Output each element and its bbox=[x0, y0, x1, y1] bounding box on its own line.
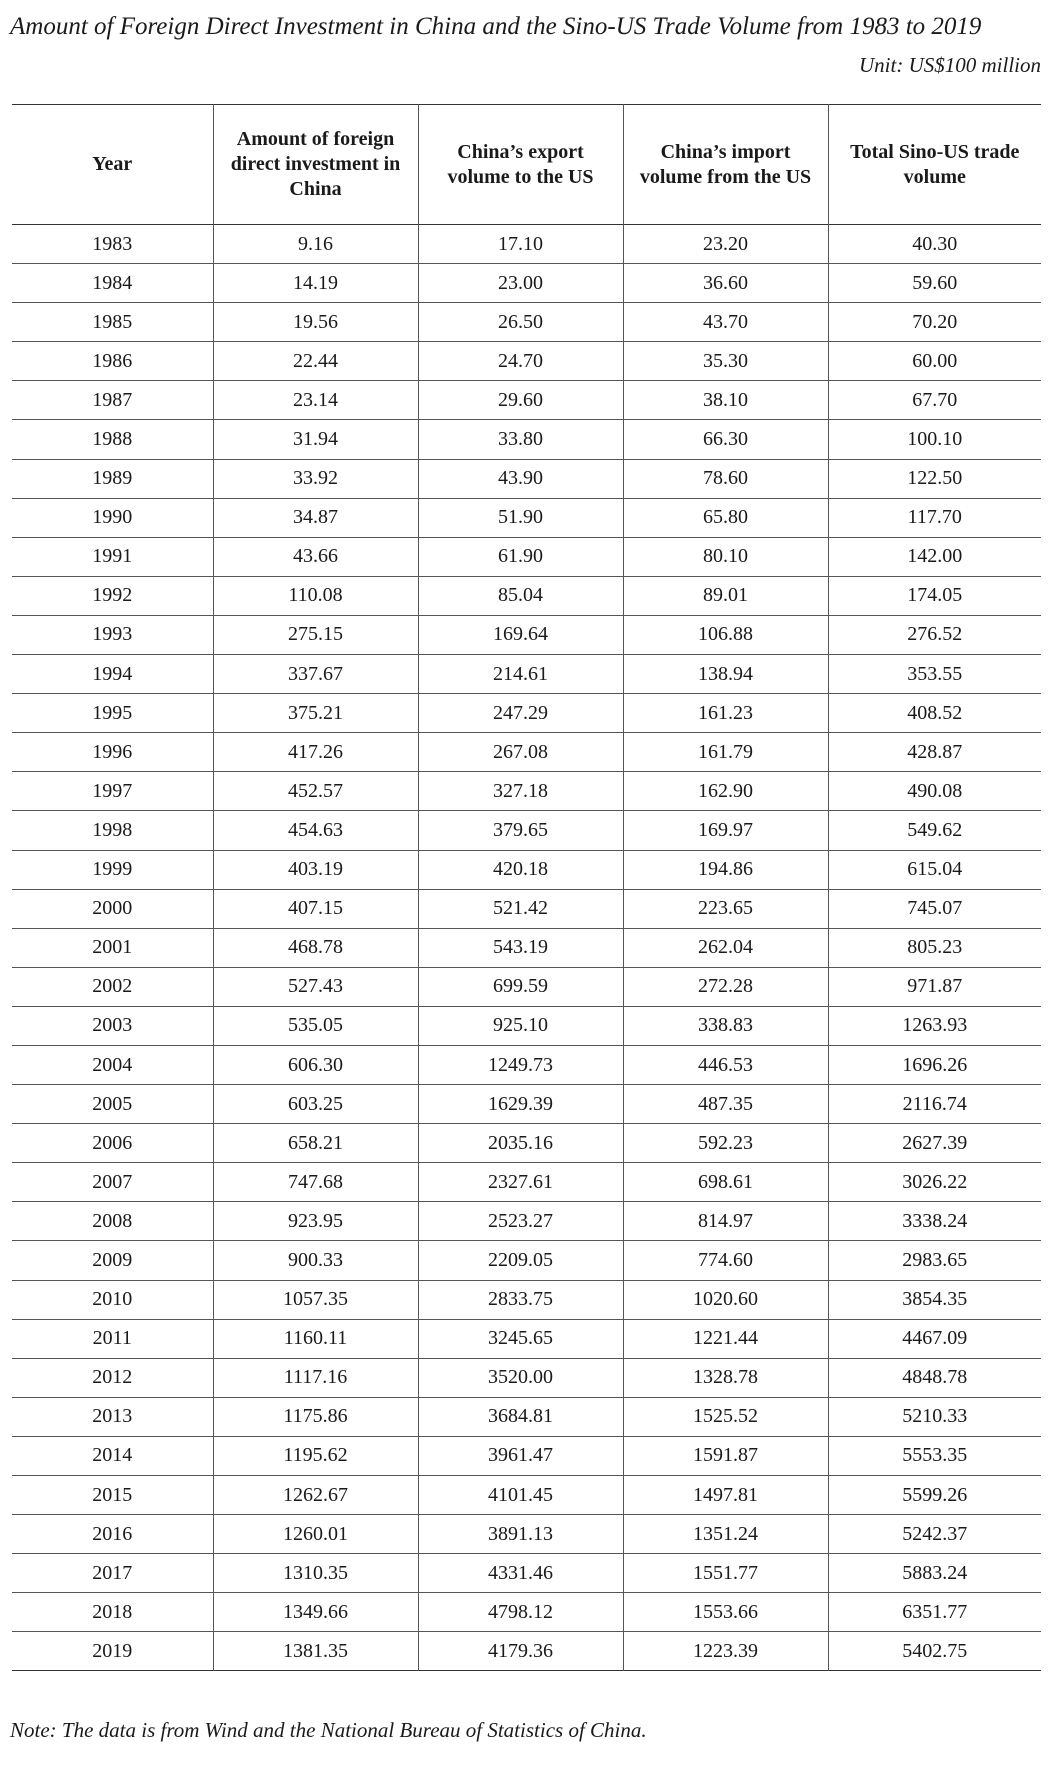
cell-fdi: 454.63 bbox=[213, 811, 418, 850]
table-row bbox=[12, 1515, 1041, 1554]
cell-fdi: 31.94 bbox=[213, 420, 418, 459]
cell-year: 1999 bbox=[92, 858, 133, 881]
cell-total: 59.60 bbox=[828, 264, 1041, 303]
cell-fdi: 1195.62 bbox=[213, 1436, 418, 1475]
cell-export: 699.59 bbox=[418, 967, 623, 1006]
cell-year: 2019 bbox=[92, 1639, 133, 1662]
cell-import: 66.30 bbox=[623, 420, 828, 459]
cell-fdi: 527.43 bbox=[213, 967, 418, 1006]
cell-year: 2000 bbox=[92, 897, 133, 920]
cell-total: 70.20 bbox=[828, 303, 1041, 342]
cell-export: 3245.65 bbox=[418, 1319, 623, 1358]
cell-total: 5210.33 bbox=[828, 1397, 1041, 1436]
cell-total: 408.52 bbox=[828, 694, 1041, 733]
cell-import: 487.35 bbox=[623, 1085, 828, 1124]
cell-import: 1221.44 bbox=[623, 1319, 828, 1358]
cell-year: 2017 bbox=[92, 1561, 133, 1584]
cell-total: 5242.37 bbox=[828, 1515, 1041, 1554]
cell-fdi: 9.16 bbox=[213, 225, 418, 264]
cell-fdi: 403.19 bbox=[213, 850, 418, 889]
column-header-year: Year bbox=[92, 153, 133, 175]
table-row bbox=[12, 1554, 1041, 1593]
cell-import: 35.30 bbox=[623, 342, 828, 381]
cell-export: 3961.47 bbox=[418, 1436, 623, 1475]
cell-year: 1989 bbox=[92, 467, 133, 490]
cell-fdi: 452.57 bbox=[213, 772, 418, 811]
cell-total: 1696.26 bbox=[828, 1045, 1041, 1084]
cell-fdi: 1260.01 bbox=[213, 1515, 418, 1554]
column-header-import: China’s import volume from the US bbox=[623, 105, 828, 225]
cell-year: 1985 bbox=[92, 310, 133, 333]
cell-import: 138.94 bbox=[623, 655, 828, 694]
cell-export: 23.00 bbox=[418, 264, 623, 303]
cell-import: 223.65 bbox=[623, 889, 828, 928]
header-row bbox=[12, 105, 1041, 225]
cell-fdi: 407.15 bbox=[213, 889, 418, 928]
cell-total: 3854.35 bbox=[828, 1280, 1041, 1319]
cell-year: 2015 bbox=[92, 1483, 133, 1506]
source-note: Note: The data is from Wind and the National Bureau of Statistics of China. bbox=[10, 1718, 647, 1742]
cell-import: 1328.78 bbox=[623, 1358, 828, 1397]
cell-export: 925.10 bbox=[418, 1006, 623, 1045]
cell-year: 2007 bbox=[92, 1170, 133, 1193]
cell-total: 2627.39 bbox=[828, 1124, 1041, 1163]
cell-year: 1983 bbox=[92, 232, 133, 255]
cell-fdi: 606.30 bbox=[213, 1045, 418, 1084]
cell-total: 3026.22 bbox=[828, 1163, 1041, 1202]
cell-fdi: 1262.67 bbox=[213, 1476, 418, 1515]
cell-export: 24.70 bbox=[418, 342, 623, 381]
column-header-total: Total Sino-US trade volume bbox=[828, 105, 1041, 225]
cell-total: 3338.24 bbox=[828, 1202, 1041, 1241]
cell-year: 2004 bbox=[92, 1053, 133, 1076]
cell-export: 379.65 bbox=[418, 811, 623, 850]
cell-export: 247.29 bbox=[418, 694, 623, 733]
cell-total: 6351.77 bbox=[828, 1593, 1041, 1632]
table-row bbox=[12, 1124, 1041, 1163]
cell-total: 1263.93 bbox=[828, 1006, 1041, 1045]
cell-total: 615.04 bbox=[828, 850, 1041, 889]
cell-fdi: 468.78 bbox=[213, 928, 418, 967]
table-row bbox=[12, 303, 1041, 342]
data-table bbox=[12, 104, 1041, 1671]
cell-year: 1993 bbox=[92, 623, 133, 646]
table-row bbox=[12, 498, 1041, 537]
cell-export: 4101.45 bbox=[418, 1476, 623, 1515]
cell-import: 592.23 bbox=[623, 1124, 828, 1163]
cell-fdi: 1175.86 bbox=[213, 1397, 418, 1436]
cell-export: 420.18 bbox=[418, 850, 623, 889]
table-row bbox=[12, 1163, 1041, 1202]
table-title: Amount of Foreign Direct Investment in China and the Sino-US Trade Volume from 1983 to 2019 bbox=[10, 13, 982, 40]
cell-fdi: 275.15 bbox=[213, 615, 418, 654]
cell-year: 2001 bbox=[92, 936, 133, 959]
cell-total: 971.87 bbox=[828, 967, 1041, 1006]
cell-export: 3520.00 bbox=[418, 1358, 623, 1397]
cell-export: 521.42 bbox=[418, 889, 623, 928]
cell-year: 2014 bbox=[92, 1444, 133, 1467]
cell-year: 1984 bbox=[92, 271, 133, 294]
cell-export: 4179.36 bbox=[418, 1632, 623, 1671]
cell-year: 2005 bbox=[92, 1092, 133, 1115]
cell-year: 2009 bbox=[92, 1248, 133, 1271]
cell-fdi: 43.66 bbox=[213, 537, 418, 576]
table-row bbox=[12, 615, 1041, 654]
cell-import: 80.10 bbox=[623, 537, 828, 576]
cell-export: 2833.75 bbox=[418, 1280, 623, 1319]
cell-total: 67.70 bbox=[828, 381, 1041, 420]
cell-export: 543.19 bbox=[418, 928, 623, 967]
cell-export: 2209.05 bbox=[418, 1241, 623, 1280]
cell-year: 2010 bbox=[92, 1288, 133, 1311]
cell-year: 2002 bbox=[92, 975, 133, 998]
cell-fdi: 603.25 bbox=[213, 1085, 418, 1124]
cell-export: 214.61 bbox=[418, 655, 623, 694]
cell-total: 60.00 bbox=[828, 342, 1041, 381]
table-row bbox=[12, 928, 1041, 967]
table-row bbox=[12, 420, 1041, 459]
cell-import: 272.28 bbox=[623, 967, 828, 1006]
cell-total: 549.62 bbox=[828, 811, 1041, 850]
cell-total: 490.08 bbox=[828, 772, 1041, 811]
cell-total: 117.70 bbox=[828, 498, 1041, 537]
table-row bbox=[12, 655, 1041, 694]
table-row bbox=[12, 225, 1041, 264]
cell-fdi: 33.92 bbox=[213, 459, 418, 498]
cell-total: 122.50 bbox=[828, 459, 1041, 498]
cell-fdi: 23.14 bbox=[213, 381, 418, 420]
cell-year: 1994 bbox=[92, 662, 133, 685]
cell-export: 1629.39 bbox=[418, 1085, 623, 1124]
cell-fdi: 337.67 bbox=[213, 655, 418, 694]
cell-total: 4848.78 bbox=[828, 1358, 1041, 1397]
cell-export: 2523.27 bbox=[418, 1202, 623, 1241]
cell-export: 4798.12 bbox=[418, 1593, 623, 1632]
table-body bbox=[12, 225, 1041, 1671]
cell-export: 17.10 bbox=[418, 225, 623, 264]
cell-fdi: 375.21 bbox=[213, 694, 418, 733]
table-row bbox=[12, 889, 1041, 928]
cell-year: 2016 bbox=[92, 1522, 133, 1545]
cell-fdi: 923.95 bbox=[213, 1202, 418, 1241]
cell-year: 1998 bbox=[92, 818, 133, 841]
cell-import: 1020.60 bbox=[623, 1280, 828, 1319]
cell-import: 1591.87 bbox=[623, 1436, 828, 1475]
table-row bbox=[12, 1045, 1041, 1084]
cell-import: 65.80 bbox=[623, 498, 828, 537]
cell-total: 4467.09 bbox=[828, 1319, 1041, 1358]
cell-total: 5883.24 bbox=[828, 1554, 1041, 1593]
cell-export: 3891.13 bbox=[418, 1515, 623, 1554]
cell-year: 1995 bbox=[92, 701, 133, 724]
cell-export: 327.18 bbox=[418, 772, 623, 811]
cell-total: 745.07 bbox=[828, 889, 1041, 928]
cell-import: 1553.66 bbox=[623, 1593, 828, 1632]
table-row bbox=[12, 1319, 1041, 1358]
cell-export: 2327.61 bbox=[418, 1163, 623, 1202]
cell-import: 78.60 bbox=[623, 459, 828, 498]
cell-fdi: 1310.35 bbox=[213, 1554, 418, 1593]
table-row bbox=[12, 576, 1041, 615]
table-row bbox=[12, 811, 1041, 850]
cell-year: 1997 bbox=[92, 779, 133, 802]
cell-fdi: 1117.16 bbox=[213, 1358, 418, 1397]
table-row bbox=[12, 342, 1041, 381]
cell-total: 5599.26 bbox=[828, 1476, 1041, 1515]
cell-year: 1988 bbox=[92, 428, 133, 451]
cell-total: 276.52 bbox=[828, 615, 1041, 654]
cell-total: 142.00 bbox=[828, 537, 1041, 576]
cell-total: 5553.35 bbox=[828, 1436, 1041, 1475]
cell-year: 2006 bbox=[92, 1131, 133, 1154]
cell-fdi: 1381.35 bbox=[213, 1632, 418, 1671]
cell-import: 89.01 bbox=[623, 576, 828, 615]
table-row bbox=[12, 850, 1041, 889]
cell-total: 5402.75 bbox=[828, 1632, 1041, 1671]
cell-year: 2003 bbox=[92, 1014, 133, 1037]
cell-export: 3684.81 bbox=[418, 1397, 623, 1436]
cell-import: 1525.52 bbox=[623, 1397, 828, 1436]
cell-import: 1497.81 bbox=[623, 1476, 828, 1515]
cell-export: 85.04 bbox=[418, 576, 623, 615]
cell-year: 2011 bbox=[92, 1327, 132, 1350]
column-header-fdi: Amount of foreign direct investment in China bbox=[213, 105, 418, 225]
cell-fdi: 22.44 bbox=[213, 342, 418, 381]
cell-import: 698.61 bbox=[623, 1163, 828, 1202]
cell-export: 169.64 bbox=[418, 615, 623, 654]
table-row bbox=[12, 537, 1041, 576]
table-row bbox=[12, 1085, 1041, 1124]
cell-year: 1987 bbox=[92, 388, 133, 411]
cell-year: 1996 bbox=[92, 740, 133, 763]
cell-import: 814.97 bbox=[623, 1202, 828, 1241]
table-row bbox=[12, 1397, 1041, 1436]
cell-year: 1986 bbox=[92, 349, 133, 372]
cell-import: 23.20 bbox=[623, 225, 828, 264]
cell-export: 267.08 bbox=[418, 733, 623, 772]
cell-fdi: 19.56 bbox=[213, 303, 418, 342]
cell-fdi: 900.33 bbox=[213, 1241, 418, 1280]
cell-import: 446.53 bbox=[623, 1045, 828, 1084]
cell-export: 26.50 bbox=[418, 303, 623, 342]
cell-fdi: 1160.11 bbox=[213, 1319, 418, 1358]
cell-fdi: 1349.66 bbox=[213, 1593, 418, 1632]
cell-import: 262.04 bbox=[623, 928, 828, 967]
table-row bbox=[12, 1358, 1041, 1397]
cell-year: 1990 bbox=[92, 506, 133, 529]
column-header-export: China’s export volume to the US bbox=[418, 105, 623, 225]
table-row bbox=[12, 381, 1041, 420]
cell-export: 33.80 bbox=[418, 420, 623, 459]
cell-fdi: 1057.35 bbox=[213, 1280, 418, 1319]
cell-import: 43.70 bbox=[623, 303, 828, 342]
cell-total: 100.10 bbox=[828, 420, 1041, 459]
cell-import: 169.97 bbox=[623, 811, 828, 850]
table-row bbox=[12, 1280, 1041, 1319]
table-row bbox=[12, 967, 1041, 1006]
cell-total: 40.30 bbox=[828, 225, 1041, 264]
cell-import: 1551.77 bbox=[623, 1554, 828, 1593]
cell-import: 106.88 bbox=[623, 615, 828, 654]
cell-fdi: 658.21 bbox=[213, 1124, 418, 1163]
cell-total: 353.55 bbox=[828, 655, 1041, 694]
unit-label: Unit: US$100 million bbox=[859, 53, 1041, 77]
table-row bbox=[12, 1006, 1041, 1045]
table-row bbox=[12, 1241, 1041, 1280]
cell-import: 194.86 bbox=[623, 850, 828, 889]
cell-export: 51.90 bbox=[418, 498, 623, 537]
cell-year: 2012 bbox=[92, 1366, 133, 1389]
cell-export: 29.60 bbox=[418, 381, 623, 420]
cell-import: 162.90 bbox=[623, 772, 828, 811]
cell-import: 36.60 bbox=[623, 264, 828, 303]
table-row bbox=[12, 772, 1041, 811]
cell-fdi: 535.05 bbox=[213, 1006, 418, 1045]
cell-import: 38.10 bbox=[623, 381, 828, 420]
cell-total: 805.23 bbox=[828, 928, 1041, 967]
cell-export: 2035.16 bbox=[418, 1124, 623, 1163]
cell-import: 1351.24 bbox=[623, 1515, 828, 1554]
table-row bbox=[12, 1632, 1041, 1671]
cell-year: 1991 bbox=[92, 545, 133, 568]
cell-fdi: 747.68 bbox=[213, 1163, 418, 1202]
cell-export: 1249.73 bbox=[418, 1045, 623, 1084]
cell-total: 428.87 bbox=[828, 733, 1041, 772]
table-row bbox=[12, 264, 1041, 303]
table-row bbox=[12, 459, 1041, 498]
cell-year: 2013 bbox=[92, 1405, 133, 1428]
cell-fdi: 14.19 bbox=[213, 264, 418, 303]
cell-fdi: 417.26 bbox=[213, 733, 418, 772]
table-row bbox=[12, 1436, 1041, 1475]
cell-year: 2008 bbox=[92, 1209, 133, 1232]
table-row bbox=[12, 733, 1041, 772]
table-row bbox=[12, 1593, 1041, 1632]
cell-export: 43.90 bbox=[418, 459, 623, 498]
table-row bbox=[12, 1202, 1041, 1241]
cell-year: 2018 bbox=[92, 1600, 133, 1623]
cell-total: 174.05 bbox=[828, 576, 1041, 615]
cell-import: 161.79 bbox=[623, 733, 828, 772]
cell-fdi: 110.08 bbox=[213, 576, 418, 615]
cell-import: 774.60 bbox=[623, 1241, 828, 1280]
cell-total: 2983.65 bbox=[828, 1241, 1041, 1280]
table-row bbox=[12, 694, 1041, 733]
cell-import: 161.23 bbox=[623, 694, 828, 733]
cell-year: 1992 bbox=[92, 584, 133, 607]
cell-import: 338.83 bbox=[623, 1006, 828, 1045]
cell-total: 2116.74 bbox=[828, 1085, 1041, 1124]
cell-import: 1223.39 bbox=[623, 1632, 828, 1671]
cell-export: 61.90 bbox=[418, 537, 623, 576]
cell-export: 4331.46 bbox=[418, 1554, 623, 1593]
table-row bbox=[12, 1476, 1041, 1515]
cell-fdi: 34.87 bbox=[213, 498, 418, 537]
